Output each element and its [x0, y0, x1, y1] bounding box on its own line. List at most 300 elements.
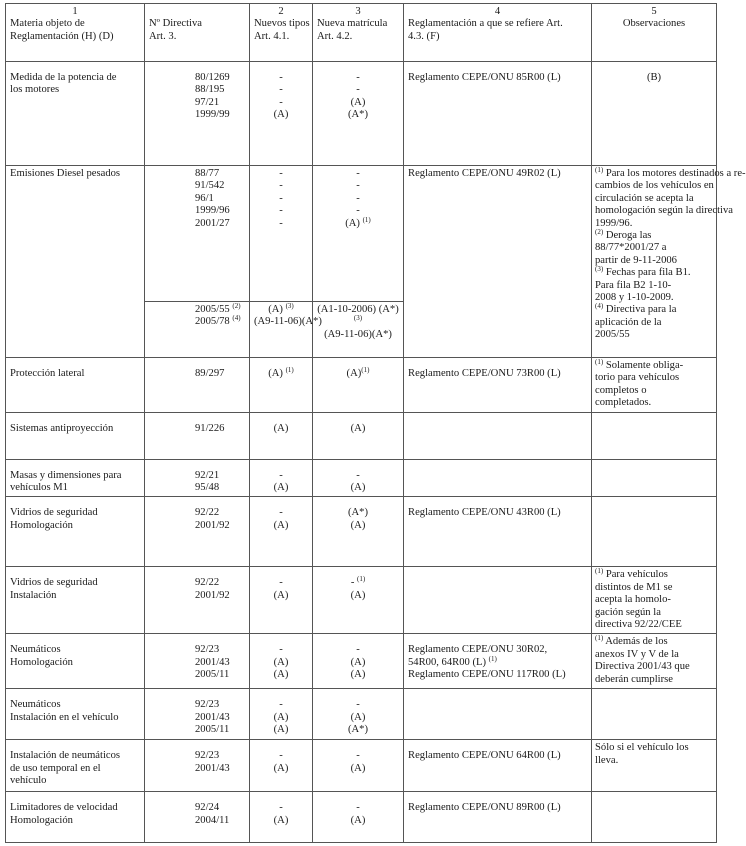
header-subject-text [10, 18, 140, 43]
text-line: (A) [350, 656, 366, 668]
observations-cell-lines [595, 64, 713, 84]
new-types-cell-lines [254, 302, 322, 329]
regulation-cell [404, 567, 592, 634]
new-registration-cell-lines [317, 499, 399, 532]
text-line: 91/542 [195, 180, 225, 192]
new-types-cell-lines [254, 360, 308, 380]
observations-cell-lines [595, 166, 746, 342]
footnote-marker: (4) [595, 302, 604, 311]
regulation-cell [404, 497, 592, 567]
text-line: - [356, 644, 360, 656]
text-line: Art. 4.1. [254, 30, 290, 42]
directive-cell [145, 358, 250, 413]
text-line: 2001/43 [195, 711, 230, 723]
text-line: (A) [273, 762, 289, 774]
subject-cell-lines [10, 360, 140, 380]
footnote-marker: (3) [285, 302, 294, 310]
text-line: (A) [350, 762, 366, 774]
new-registration-cell [313, 567, 404, 634]
regulation-cell [404, 62, 592, 166]
header-observations [592, 4, 717, 62]
text-line: - [279, 168, 283, 179]
text-line: - [356, 469, 360, 481]
text-line: 92/23 [195, 699, 220, 711]
text-line: Observaciones [622, 18, 686, 30]
footnote-marker: (1) [595, 634, 604, 643]
header-directive-text [149, 18, 245, 43]
text-line: - [356, 699, 360, 711]
text-line: completos o [595, 384, 647, 396]
observations-cell [592, 634, 717, 689]
text-line: - [279, 217, 283, 229]
text-line: aplicación de la [595, 316, 662, 328]
text-line: - [279, 644, 283, 656]
regulation-cell-lines [408, 742, 587, 762]
header-new-registration [313, 4, 404, 62]
text-line: 92/24 [195, 802, 220, 814]
text-line: $^{(1)}$ Para los motores destinados a re- [595, 166, 746, 179]
text-line: 92/22 [195, 507, 220, 519]
new-registration-cell [313, 497, 404, 567]
text-line: (A) [350, 422, 366, 434]
directive-cell-lines [149, 304, 245, 329]
subject-cell-lines [10, 415, 140, 435]
new-types-cell [250, 302, 322, 358]
text-line: 95/48 [195, 482, 220, 494]
regulation-cell-lines [408, 168, 587, 180]
text-line: (A) [273, 589, 289, 601]
text-line: (A) [273, 519, 289, 531]
new-registration-cell-lines [317, 742, 399, 775]
text-line: 97/21 [195, 96, 220, 108]
regulation-cell [404, 634, 592, 689]
regulation-cell-lines [408, 636, 587, 681]
new-registration-cell [313, 302, 404, 358]
text-line: - [279, 750, 283, 762]
text-line: homologación según la directiva [595, 205, 733, 217]
text-line: (B) [646, 72, 662, 83]
text-line: $^{(2)}$ Deroga las [595, 228, 652, 242]
text-line: - [279, 205, 283, 217]
subject-cell-lines [10, 64, 140, 97]
new-registration-cell-lines [317, 636, 399, 681]
new-registration-cell [313, 634, 404, 689]
footnote-marker: (1) [595, 358, 604, 366]
footnote-marker: (2) [595, 228, 604, 237]
text-line: (A) [273, 656, 289, 668]
text-line: (A) [350, 814, 366, 826]
text-line: (A1-10-2006) (A*) [317, 304, 399, 315]
text-line: 1999/96. [595, 217, 633, 229]
new-types-cell-lines [254, 168, 308, 230]
observations-cell-lines [595, 360, 713, 410]
footnote-marker: (4) [232, 314, 241, 323]
text-line: - [279, 802, 283, 814]
text-line: Homologación [10, 519, 73, 531]
footnote-marker: (1) [285, 366, 294, 374]
new-registration-cell-lines [317, 304, 399, 341]
regulation-cell [404, 792, 592, 843]
col-number-1: 1 [72, 6, 78, 17]
new-types-cell [250, 634, 313, 689]
subject-cell-lines [10, 499, 140, 532]
text-line: cambios de los vehículos en [595, 180, 714, 192]
text-line: 2005/11 [195, 723, 230, 735]
regulation-cell-lines [408, 415, 587, 423]
new-types-cell-lines [254, 794, 308, 827]
new-registration-cell [313, 358, 404, 413]
new-registration-cell [313, 62, 404, 166]
text-line: Reglamento CEPE/ONU 64R00 (L) [408, 750, 561, 762]
text-line: 91/226 [195, 422, 225, 434]
header-directive [145, 4, 250, 62]
footnote-marker: (1) [362, 215, 371, 224]
text-line: - [356, 802, 360, 814]
observations-cell [592, 166, 746, 358]
new-registration-cell [313, 740, 404, 792]
text-line: Art. 3. [149, 30, 177, 42]
new-registration-cell [313, 792, 404, 843]
text-line: gación según la [595, 606, 661, 618]
directive-cell-lines [149, 360, 245, 380]
text-line: (A9-11-06)(A*) [254, 316, 322, 328]
footnote-marker: (1) [595, 166, 604, 174]
text-line: - [279, 192, 283, 204]
text-line: Limitadores de velocidad [10, 802, 118, 814]
subject-cell-lines [10, 636, 140, 669]
text-line: 4.3. (F) [408, 30, 440, 42]
new-registration-cell [313, 459, 404, 497]
subject-cell-lines [10, 168, 140, 180]
new-types-cell-lines [254, 742, 308, 775]
new-types-cell [250, 358, 313, 413]
text-line: torio para vehículos [595, 372, 680, 384]
regulation-cell [404, 412, 592, 459]
text-line: 88/77 [195, 168, 220, 179]
header-subject [6, 4, 145, 62]
text-line: 2005/55 $^{(2)}$ [195, 302, 241, 315]
text-line: Emisiones Diesel pesados [10, 168, 121, 179]
observations-cell [592, 412, 717, 459]
text-line: Neumáticos [10, 644, 61, 656]
text-line: 2005/55 [595, 329, 630, 341]
text-line: 92/23 [195, 750, 220, 762]
text-line: Para fila B2 1-10- [595, 279, 672, 291]
regulation-cell-lines [408, 499, 587, 519]
text-line: - [279, 469, 283, 481]
table-row [6, 567, 717, 634]
directive-cell [145, 166, 250, 302]
directive-cell-lines [149, 168, 245, 230]
text-line: (A) [350, 482, 366, 494]
text-line: acepta la homolo- [595, 594, 671, 606]
text-line: $(A)^{(1)}$ [346, 366, 370, 379]
footnote-marker: (1) [357, 575, 366, 584]
subject-cell [6, 62, 145, 166]
text-line: Homologación [10, 814, 73, 826]
directive-cell-lines [149, 415, 245, 435]
regulation-table [5, 3, 746, 843]
regulation-cell-lines [408, 691, 587, 699]
text-line: $^{(4)}$ Directiva para la [595, 302, 677, 316]
new-registration-cell [313, 689, 404, 740]
text-line: 2001/92 [195, 519, 230, 531]
observations-cell [592, 689, 717, 740]
text-line: Reglamento CEPE/ONU 89R00 (L) [408, 802, 561, 814]
directive-cell-lines [149, 499, 245, 532]
new-registration-cell-lines [317, 168, 399, 230]
directive-cell-lines [149, 636, 245, 681]
header-regulation-text [408, 18, 587, 43]
text-line: - [279, 699, 283, 711]
new-types-cell [250, 567, 313, 634]
text-line: 2001/92 [195, 589, 230, 601]
text-line: circulación se acepta la [595, 192, 694, 204]
subject-cell [6, 740, 145, 792]
text-line: - [356, 192, 360, 204]
text-line: - [356, 180, 360, 192]
text-line: vehículos M1 [10, 482, 68, 494]
text-line: Reglamento CEPE/ONU 30R02, [408, 644, 548, 656]
text-line: $^{(3)}$ Fechas para fila B1. [595, 265, 691, 279]
text-line: 54R00, 64R00 (L) $^{(1)}$ [408, 654, 497, 668]
subject-cell [6, 166, 145, 358]
observations-cell [592, 740, 717, 792]
text-line: (A*) [347, 109, 368, 121]
table-row [6, 689, 717, 740]
directive-cell [145, 412, 250, 459]
footnote-marker: (2) [232, 302, 241, 310]
text-line: 89/297 [195, 368, 225, 379]
text-line: - [279, 507, 283, 519]
observations-cell [592, 62, 717, 166]
new-registration-cell [313, 412, 404, 459]
col-number-4: 4 [494, 6, 501, 17]
new-types-cell-lines [254, 636, 308, 681]
text-line: Neumáticos [10, 699, 61, 711]
new-types-cell [250, 62, 313, 166]
text-line: Instalación [10, 589, 57, 601]
new-types-cell [250, 740, 313, 792]
text-line: Instalación de neumáticos [10, 750, 121, 762]
directive-cell [145, 497, 250, 567]
text-line: 1999/99 [195, 109, 230, 121]
text-line: 92/21 [195, 469, 220, 481]
observations-cell [592, 497, 717, 567]
text-line: Instalación en el vehículo [10, 711, 119, 723]
regulation-cell-lines [408, 462, 587, 470]
footnote-marker: (3) [353, 314, 363, 323]
text-line: 80/1269 [195, 72, 230, 83]
text-line: (A) [273, 814, 289, 826]
subject-cell-lines [10, 742, 140, 787]
observations-cell-lines [595, 569, 713, 631]
observations-cell-lines [595, 636, 713, 686]
new-types-cell-lines [254, 569, 308, 602]
text-line: - [356, 750, 360, 762]
footnote-marker: (1) [361, 366, 370, 374]
new-types-cell-lines [254, 415, 308, 435]
new-types-cell [250, 497, 313, 567]
text-line: los motores [10, 84, 60, 96]
subject-cell [6, 497, 145, 567]
text-line: 92/23 [195, 644, 220, 656]
directive-cell-lines [149, 569, 245, 602]
text-line: partir de 9-11-2006 [595, 254, 677, 266]
text-line: (A) [350, 669, 366, 681]
text-line: (A9-11-06)(A*) [324, 328, 392, 340]
new-registration-cell-lines [317, 360, 399, 380]
new-types-cell [250, 412, 313, 459]
new-types-cell [250, 166, 313, 302]
text-line: Nº Directiva [149, 18, 202, 30]
text-line: (A) [350, 711, 366, 723]
subject-cell [6, 792, 145, 843]
text-line: directiva 92/22/CEE [595, 619, 682, 631]
text-line [317, 316, 399, 328]
subject-cell [6, 412, 145, 459]
text-line: (A) [273, 669, 289, 681]
new-registration-cell-lines [317, 569, 399, 602]
observations-cell [592, 567, 717, 634]
text-line: Reglamento CEPE/ONU 117R00 (L) [408, 669, 566, 681]
text-line: 2001/27 [195, 217, 230, 229]
table-row [6, 459, 717, 497]
text-line: - [279, 96, 283, 108]
text-line: Sólo si el vehículo los [595, 742, 689, 754]
text-line: 92/22 [195, 577, 220, 589]
text-line: 88/195 [195, 84, 225, 96]
text-line: Reglamentación (H) (D) [10, 30, 114, 42]
regulation-cell [404, 689, 592, 740]
table-row [6, 166, 717, 302]
text-line: - $^{(1)}$ [350, 575, 366, 589]
new-registration-cell-lines [317, 462, 399, 495]
text-line: (A) $^{(1)}$ [268, 366, 294, 379]
text-line: (A) [273, 723, 289, 735]
text-line: deberán cumplirse [595, 673, 673, 685]
regulation-cell [404, 358, 592, 413]
text-line: Reglamentación a que se refiere Art. [408, 18, 563, 30]
directive-cell [145, 689, 250, 740]
directive-cell-lines [149, 742, 245, 775]
text-line: $^{(1)}$ Además de los [595, 634, 668, 648]
text-line: (A) $^{(1)}$ [345, 215, 371, 229]
directive-cell [145, 567, 250, 634]
subject-cell [6, 567, 145, 634]
directive-cell-lines [149, 462, 245, 495]
text-line: (A) [350, 96, 366, 108]
directive-cell-lines [149, 794, 245, 827]
subject-cell-lines [10, 462, 140, 495]
text-line: 2001/43 [195, 762, 230, 774]
new-types-cell-lines [254, 462, 308, 495]
new-registration-cell-lines [317, 415, 399, 435]
text-line: Nuevos tipos [254, 18, 310, 30]
regulation-cell [404, 740, 592, 792]
text-line: (A) [273, 482, 289, 494]
header-new-types [250, 4, 313, 62]
footnote-marker: (1) [488, 654, 497, 663]
header-regulation [404, 4, 592, 62]
text-line: (A) [273, 711, 289, 723]
new-types-cell [250, 459, 313, 497]
text-line: 2008 y 1-10-2009. [595, 292, 674, 304]
header-new-types-text [254, 18, 308, 43]
regulation-cell-lines [408, 64, 587, 84]
text-line: Reglamento CEPE/ONU 43R00 (L) [408, 507, 561, 519]
new-types-cell [250, 792, 313, 843]
text-line: (A) [350, 519, 366, 531]
directive-cell-lines [149, 691, 245, 736]
header-new-registration-text [317, 18, 399, 43]
text-line: de uso temporal en el [10, 762, 101, 774]
directive-cell [145, 740, 250, 792]
new-types-cell-lines [254, 691, 308, 736]
new-registration-cell-lines [317, 64, 399, 122]
subject-cell-lines [10, 569, 140, 602]
text-line: Art. 4.2. [317, 30, 353, 42]
text-line: - [279, 72, 283, 83]
subject-cell [6, 459, 145, 497]
header-observations-text [596, 18, 712, 30]
text-line: Reglamento CEPE/ONU 73R00 (L) [408, 368, 561, 379]
col-number-5: 5 [651, 6, 657, 17]
regulation-cell [404, 459, 592, 497]
new-registration-cell-lines [317, 794, 399, 827]
observations-cell [592, 792, 717, 843]
text-line: Reglamento CEPE/ONU 49R02 (L) [408, 168, 561, 179]
text-line: anexos IV y V de la [595, 648, 679, 660]
text-line: Directiva 2001/43 que [595, 661, 690, 673]
text-line: $^{(1)}$ Para vehículos [595, 567, 668, 581]
regulation-cell-lines [408, 360, 587, 380]
text-line: Sistemas antiproyección [10, 422, 114, 434]
text-line: - [356, 72, 360, 83]
text-line: Vidrios de seguridad [10, 507, 98, 519]
text-line: (A) $^{(3)}$ [268, 302, 294, 315]
text-line: - [279, 180, 283, 192]
table-row [6, 497, 717, 567]
text-line: Homologación [10, 656, 73, 668]
text-line: 88/77*2001/27 a [595, 242, 667, 254]
text-line: - [279, 577, 283, 589]
text-line: (A) [350, 589, 366, 601]
directive-cell [145, 302, 250, 358]
new-registration-cell-lines [317, 691, 399, 736]
text-line: 2005/78 $^{(4)}$ [195, 314, 241, 328]
text-line: 1999/96 [195, 205, 230, 217]
subject-cell [6, 358, 145, 413]
text-line: - [356, 84, 360, 96]
observations-cell [592, 459, 717, 497]
header-row [6, 4, 717, 62]
text-line: 2001/43 [195, 656, 230, 668]
text-line: Protección lateral [10, 368, 85, 379]
text-line: completados. [595, 397, 652, 409]
text-line: (A*) [347, 507, 368, 519]
regulation-cell-lines [408, 569, 587, 577]
directive-cell [145, 459, 250, 497]
text-line: Medida de la potencia de [10, 72, 117, 83]
new-registration-cell [313, 166, 404, 302]
text-line: 2004/11 [195, 814, 230, 826]
text-line: lleva. [595, 754, 619, 766]
text-line: Materia objeto de [10, 18, 85, 30]
table-row [6, 740, 717, 792]
table-row [6, 358, 717, 413]
directive-cell [145, 634, 250, 689]
